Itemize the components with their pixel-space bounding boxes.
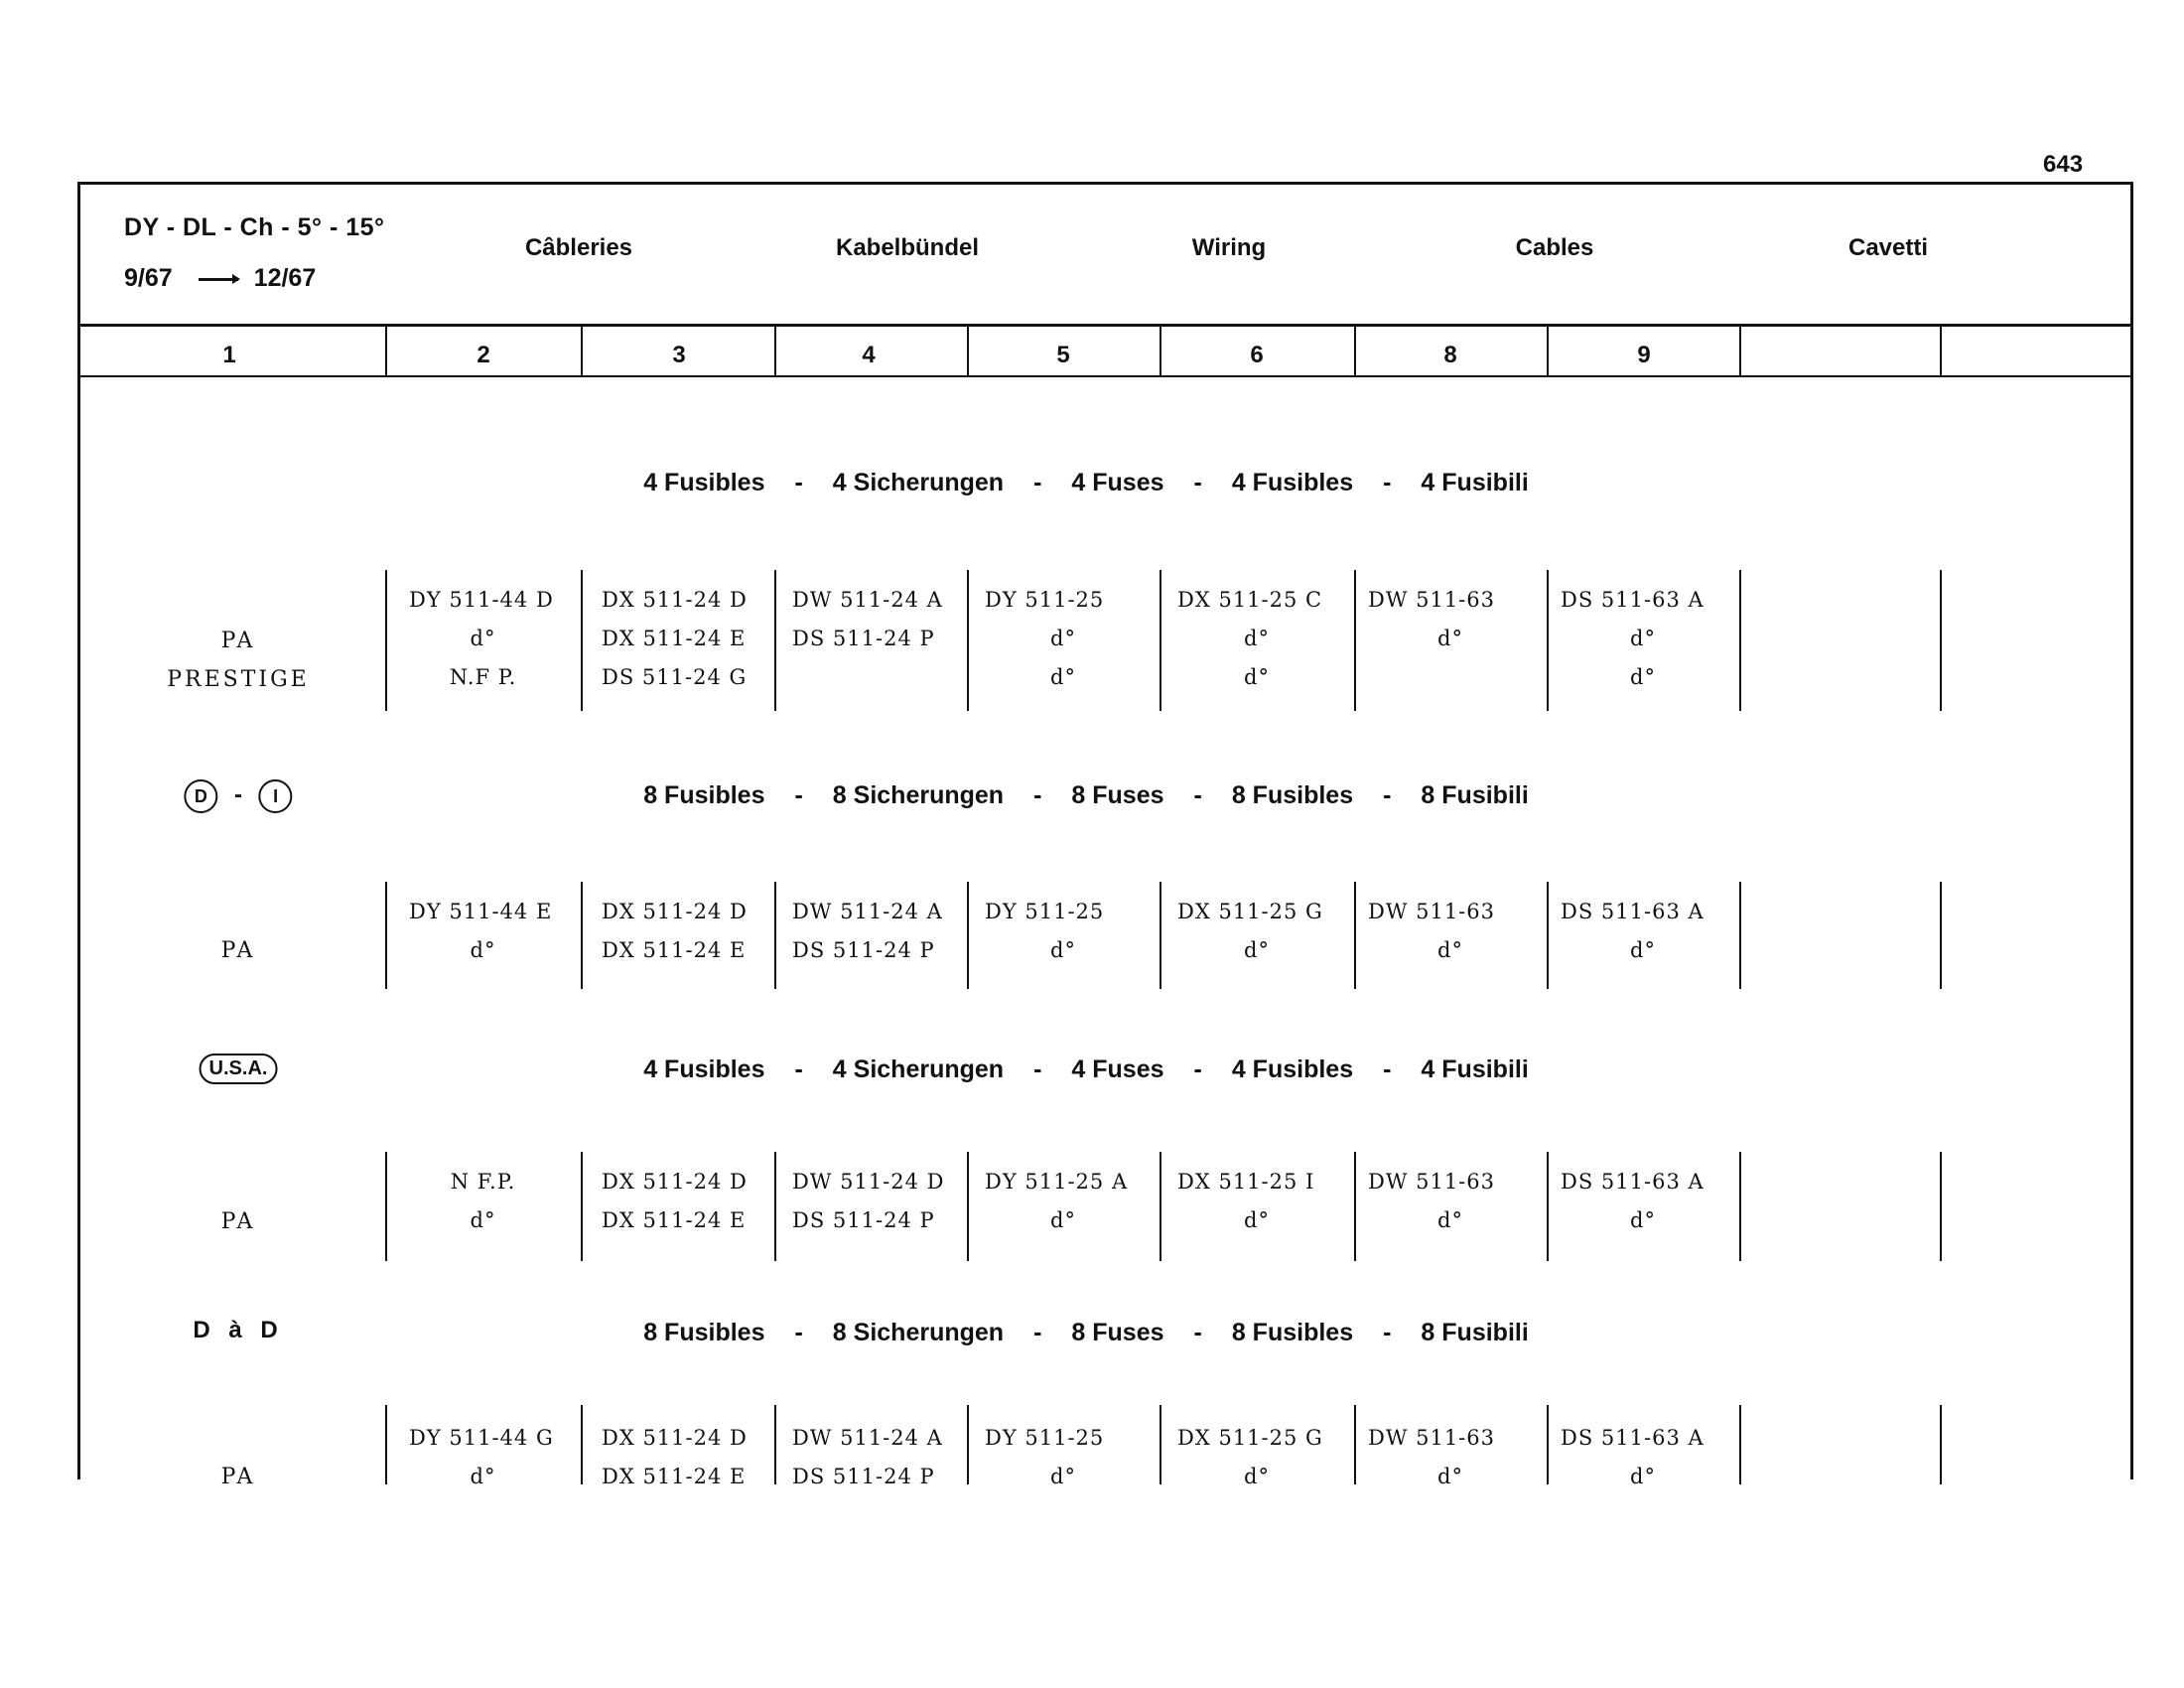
arrow-right-icon — [199, 278, 238, 281]
row-column-divider — [385, 882, 387, 989]
market-marker — [200, 1054, 278, 1084]
part-number-cell: d° — [1630, 1208, 1656, 1232]
part-number-cell: DW 511-63 — [1368, 900, 1495, 923]
row-column-divider — [1160, 1405, 1161, 1484]
part-number-cell: DY 511-44 G — [409, 1426, 554, 1450]
row-column-divider — [1160, 882, 1161, 989]
heading-separator: - — [1033, 1319, 1042, 1346]
part-number-cell: DX 511-25 C — [1177, 588, 1323, 612]
column-header-divider-4 — [967, 326, 969, 377]
row-column-divider — [1547, 1405, 1549, 1484]
part-number-cell: d° — [470, 627, 496, 650]
part-number-cell: N.F P. — [449, 665, 517, 689]
part-number-cell: DX 511-24 D — [602, 588, 748, 612]
part-number-cell: DS 511-24 P — [792, 1465, 935, 1488]
part-number-cell: d° — [1437, 1465, 1463, 1488]
row-column-divider — [1940, 1405, 1942, 1484]
market-marker: D à D — [193, 1317, 284, 1343]
part-number-cell: d° — [1437, 627, 1463, 650]
part-number-cell: DS 511-63 A — [1561, 1426, 1705, 1450]
heading-separator: - — [794, 1319, 803, 1346]
row-column-divider — [1547, 570, 1549, 711]
column-header-divider-3 — [774, 326, 776, 377]
part-number-cell: N F.P. — [450, 1170, 516, 1194]
heading-language-4: 8 Fusibles — [1231, 781, 1354, 809]
row-column-divider — [1547, 882, 1549, 989]
row-label: PA — [220, 629, 256, 653]
row-column-divider — [385, 1152, 387, 1261]
part-number-cell: d° — [1437, 938, 1463, 962]
part-number-cell: DY 511-25 — [985, 900, 1105, 923]
row-column-divider — [967, 1405, 969, 1484]
row-column-divider — [967, 882, 969, 989]
heading-separator: - — [1033, 469, 1042, 496]
marker-separator: - — [227, 780, 249, 808]
heading-language-3: 4 Fuses — [1071, 469, 1164, 496]
heading-language-4: 4 Fusibles — [1231, 1055, 1354, 1083]
heading-language-4: 4 Fusibles — [1231, 469, 1354, 496]
part-number-cell: d° — [1050, 1208, 1076, 1232]
row-column-divider — [1354, 570, 1356, 711]
part-number-cell: DS 511-24 P — [792, 627, 935, 650]
heading-separator: - — [1383, 469, 1392, 496]
row-column-divider — [1940, 570, 1942, 711]
part-number-cell: d° — [1244, 1208, 1270, 1232]
part-number-cell: d° — [1244, 627, 1270, 650]
row-column-divider — [1547, 1152, 1549, 1261]
column-number-1: 1 — [222, 342, 236, 368]
part-number-cell: d° — [1050, 1465, 1076, 1488]
part-number-cell: DX 511-24 E — [602, 938, 747, 962]
part-number-cell: DW 511-24 A — [792, 1426, 943, 1450]
column-header-divider-7 — [1547, 326, 1549, 377]
part-number-cell: DY 511-25 — [985, 1426, 1105, 1450]
part-number-cell: DY 511-44 D — [409, 588, 554, 612]
column-number-6: 6 — [1250, 342, 1264, 368]
row-column-divider — [1739, 882, 1741, 989]
heading-separator: - — [794, 469, 803, 496]
part-number-cell: DX 511-24 D — [602, 1170, 748, 1194]
row-column-divider — [774, 570, 776, 711]
row-column-divider — [967, 1152, 969, 1261]
part-number-cell: d° — [1244, 938, 1270, 962]
row-column-divider — [1160, 1152, 1161, 1261]
heading-separator: - — [1193, 781, 1202, 809]
row-column-divider — [1940, 1152, 1942, 1261]
part-number-cell: d° — [1050, 938, 1076, 962]
heading-spanish: Cables — [1515, 234, 1594, 261]
heading-language-3: 8 Fuses — [1071, 1319, 1164, 1346]
part-number-cell: d° — [1437, 1208, 1463, 1232]
column-header-divider-5 — [1160, 326, 1161, 377]
row-column-divider — [967, 570, 969, 711]
heading-language-5: 4 Fusibili — [1421, 469, 1529, 496]
row-column-divider — [1354, 1152, 1356, 1261]
heading-language-1: 4 Fusibles — [643, 469, 765, 496]
part-number-cell: DW 511-24 A — [792, 588, 943, 612]
part-number-cell: d° — [470, 938, 496, 962]
part-number-cell: DY 511-44 E — [409, 900, 553, 923]
heading-separator: - — [1193, 1319, 1202, 1346]
heading-language-5: 8 Fusibili — [1421, 1319, 1529, 1346]
row-column-divider — [581, 570, 583, 711]
part-number-cell: DW 511-63 — [1368, 1170, 1495, 1194]
market-marker — [184, 779, 292, 813]
part-number-cell: DX 511-24 E — [602, 1208, 747, 1232]
row-label: PA — [220, 1465, 256, 1489]
row-column-divider — [774, 1152, 776, 1261]
part-number-cell: DS 511-63 A — [1561, 588, 1705, 612]
part-number-cell: d° — [1244, 665, 1270, 689]
part-number-cell: d° — [470, 1208, 496, 1232]
model-line: DY - DL - Ch - 5° - 15° — [124, 213, 385, 241]
heading-language-2: 4 Sicherungen — [832, 469, 1005, 496]
heading-language-5: 8 Fusibili — [1421, 781, 1529, 809]
row-column-divider — [1739, 1405, 1741, 1484]
section-heading — [643, 1319, 1529, 1347]
column-header-divider-6 — [1354, 326, 1356, 377]
row-column-divider — [581, 1405, 583, 1484]
part-number-cell: DS 511-24 P — [792, 938, 935, 962]
heading-separator: - — [1033, 1055, 1042, 1083]
part-number-cell: DX 511-24 E — [602, 627, 747, 650]
part-number-cell: d° — [1630, 938, 1656, 962]
heading-language-1: 4 Fusibles — [643, 1055, 765, 1083]
heading-language-2: 8 Sicherungen — [832, 1319, 1005, 1346]
row-column-divider — [1354, 882, 1356, 989]
country-badge-usa: U.S.A. — [200, 1054, 278, 1084]
heading-separator: - — [1193, 469, 1202, 496]
column-header-divider-1 — [385, 326, 387, 377]
heading-language-3: 4 Fuses — [1071, 1055, 1164, 1083]
heading-language-1: 8 Fusibles — [643, 781, 765, 809]
part-number-cell: d° — [1050, 665, 1076, 689]
heading-language-3: 8 Fuses — [1071, 781, 1164, 809]
row-column-divider — [774, 1405, 776, 1484]
part-number-cell: DY 511-25 — [985, 588, 1105, 612]
frame-top-border — [77, 182, 2133, 185]
heading-french: Câbleries — [524, 234, 633, 261]
date-from: 9/67 — [124, 264, 173, 292]
page-number: 643 — [2043, 151, 2084, 178]
heading-separator: - — [794, 1055, 803, 1083]
column-number-2: 2 — [477, 342, 490, 368]
part-number-cell: DX 511-25 G — [1177, 1426, 1323, 1450]
heading-separator: - — [1383, 1055, 1392, 1083]
row-column-divider — [385, 570, 387, 711]
row-column-divider — [1160, 570, 1161, 711]
part-number-cell: DW 511-63 — [1368, 1426, 1495, 1450]
section-heading — [643, 1055, 1529, 1084]
heading-separator: - — [1383, 1319, 1392, 1346]
column-header-divider-9 — [1940, 326, 1942, 377]
row-label: PA — [220, 1209, 256, 1234]
country-badge-i: I — [259, 779, 293, 813]
part-number-cell: d° — [1244, 1465, 1270, 1488]
part-number-cell: d° — [1050, 627, 1076, 650]
part-number-cell: DS 511-63 A — [1561, 900, 1705, 923]
part-number-cell: DY 511-25 A — [985, 1170, 1129, 1194]
column-header-divider-2 — [581, 326, 583, 377]
row-column-divider — [581, 1152, 583, 1261]
row-column-divider — [774, 882, 776, 989]
part-number-cell: d° — [1630, 1465, 1656, 1488]
section-heading — [643, 781, 1529, 810]
heading-separator: - — [1033, 781, 1042, 809]
row-label: PRESTIGE — [167, 667, 310, 692]
column-header-divider-8 — [1739, 326, 1741, 377]
heading-language-4: 8 Fusibles — [1231, 1319, 1354, 1346]
row-column-divider — [1940, 882, 1942, 989]
row-column-divider — [1739, 1152, 1741, 1261]
part-number-cell: DX 511-24 D — [602, 900, 748, 923]
heading-language-2: 8 Sicherungen — [832, 781, 1005, 809]
row-column-divider — [1354, 1405, 1356, 1484]
heading-language-5: 4 Fusibili — [1421, 1055, 1529, 1083]
heading-german: Kabelbündel — [835, 234, 980, 261]
part-number-cell: DX 511-25 I — [1177, 1170, 1315, 1194]
part-number-cell: DW 511-24 D — [792, 1170, 945, 1194]
part-number-cell: DX 511-24 D — [602, 1426, 748, 1450]
part-number-cell: DS 511-24 P — [792, 1208, 935, 1232]
part-number-cell: DW 511-63 — [1368, 588, 1495, 612]
part-number-cell: d° — [470, 1465, 496, 1488]
row-label: PA — [220, 938, 256, 963]
part-number-cell: d° — [1630, 665, 1656, 689]
part-number-cell: DS 511-24 G — [602, 665, 748, 689]
part-number-cell: DS 511-63 A — [1561, 1170, 1705, 1194]
part-number-cell: d° — [1630, 627, 1656, 650]
date-range — [124, 264, 316, 293]
heading-separator: - — [794, 781, 803, 809]
column-number-5: 5 — [1056, 342, 1070, 368]
column-number-3: 3 — [672, 342, 686, 368]
part-number-cell: DX 511-24 E — [602, 1465, 747, 1488]
row-column-divider — [581, 882, 583, 989]
column-number-7: 8 — [1443, 342, 1457, 368]
heading-language-2: 4 Sicherungen — [832, 1055, 1005, 1083]
heading-language-1: 8 Fusibles — [643, 1319, 765, 1346]
part-number-cell: DW 511-24 A — [792, 900, 943, 923]
heading-separator: - — [1193, 1055, 1202, 1083]
heading-separator: - — [1383, 781, 1392, 809]
row-column-divider — [1739, 570, 1741, 711]
country-badge-d: D — [184, 779, 217, 813]
part-number-cell: DX 511-25 G — [1177, 900, 1323, 923]
row-column-divider — [385, 1405, 387, 1484]
column-number-8: 9 — [1637, 342, 1651, 368]
section-heading — [643, 469, 1529, 497]
date-to: 12/67 — [253, 264, 317, 292]
heading-italian: Cavetti — [1847, 234, 1929, 261]
column-number-4: 4 — [862, 342, 876, 368]
heading-english: Wiring — [1191, 234, 1267, 261]
